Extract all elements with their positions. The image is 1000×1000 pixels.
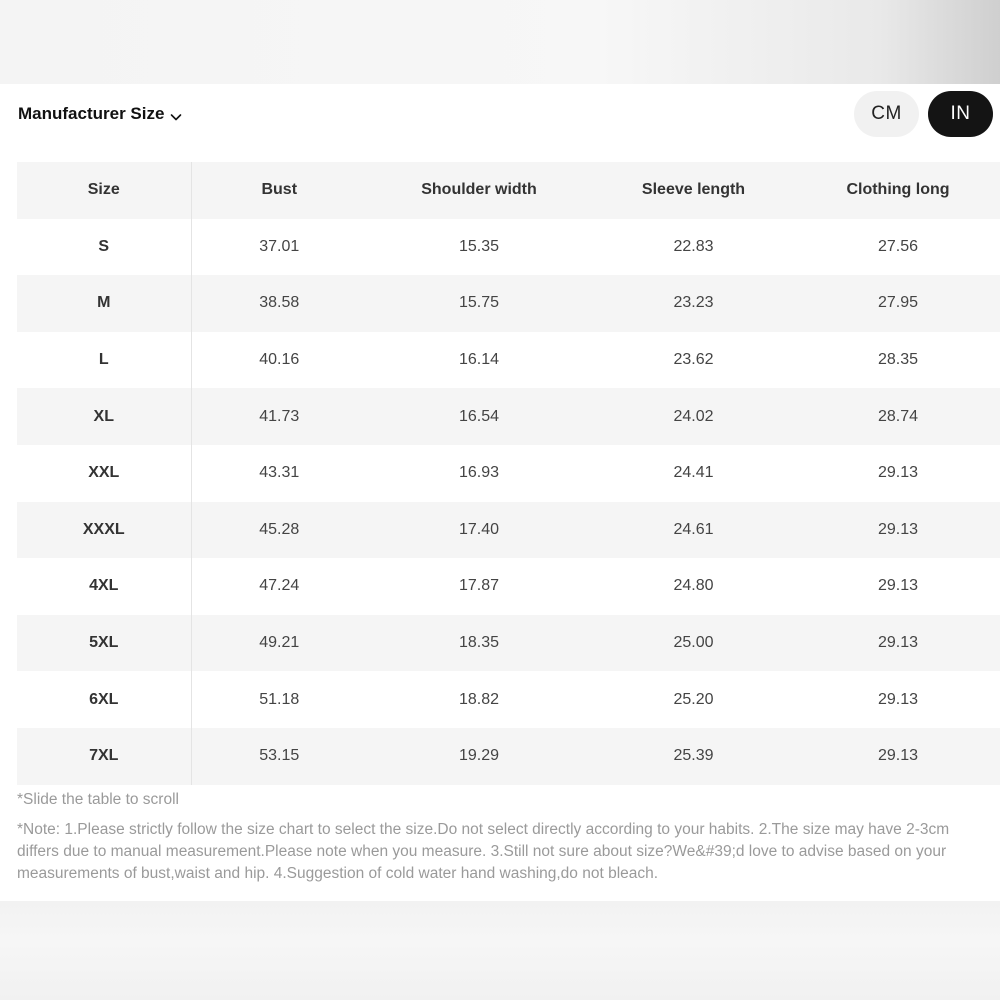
table-row	[17, 275, 1000, 332]
measurement-cell: 27.95	[796, 275, 1000, 332]
measurement-cell: 19.29	[367, 728, 591, 785]
size-label-cell: 6XL	[17, 671, 191, 728]
measurement-cell: 16.14	[367, 332, 591, 389]
measurement-cell: 29.13	[796, 671, 1000, 728]
measurement-cell: 23.62	[591, 332, 796, 389]
size-note: *Note: 1.Please strictly follow the size chart to select the size.Do not select directly according to your habits. 2.The size may have 2-3cm differs due to manual measurement.Please note when you measure. 3.Still not sure about size?We&#39;d love to advise based on your measurements of bust,waist and hip. 4.Suggestion of cold water hand washing,do not bleach.	[17, 821, 950, 882]
size-label-cell: M	[17, 275, 191, 332]
column-header: Bust	[191, 162, 367, 219]
measurement-cell: 29.13	[796, 615, 1000, 672]
size-label-cell: XL	[17, 388, 191, 445]
size-label-cell: S	[17, 219, 191, 276]
size-label-cell: XXL	[17, 445, 191, 502]
measurement-cell: 16.54	[367, 388, 591, 445]
measurement-cell: 27.56	[796, 219, 1000, 276]
measurement-cell: 24.41	[591, 445, 796, 502]
table-row	[17, 388, 1000, 445]
measurement-cell: 22.83	[591, 219, 796, 276]
measurement-cell: 41.73	[191, 388, 367, 445]
measurement-cell: 29.13	[796, 445, 1000, 502]
table-row	[17, 332, 1000, 389]
size-label-cell: 4XL	[17, 558, 191, 615]
measurement-cell: 15.35	[367, 219, 591, 276]
manufacturer-size-dropdown[interactable]	[18, 101, 182, 127]
measurement-cell: 18.82	[367, 671, 591, 728]
size-label-cell: L	[17, 332, 191, 389]
column-header: Clothing long	[796, 162, 1000, 219]
measurement-cell: 28.35	[796, 332, 1000, 389]
measurement-cell: 25.00	[591, 615, 796, 672]
unit-in-button[interactable]: IN	[928, 91, 993, 137]
measurement-cell: 17.87	[367, 558, 591, 615]
column-header: Sleeve length	[591, 162, 796, 219]
measurement-cell: 23.23	[591, 275, 796, 332]
measurement-cell: 45.28	[191, 502, 367, 559]
measurement-cell: 29.13	[796, 502, 1000, 559]
table-row	[17, 445, 1000, 502]
table-row	[17, 502, 1000, 559]
measurement-cell: 47.24	[191, 558, 367, 615]
table-row	[17, 615, 1000, 672]
column-header: Size	[17, 162, 191, 219]
table-header-row	[17, 162, 1000, 219]
measurement-cell: 18.35	[367, 615, 591, 672]
measurement-cell: 49.21	[191, 615, 367, 672]
measurement-cell: 29.13	[796, 728, 1000, 785]
measurement-cell: 37.01	[191, 219, 367, 276]
bottom-background	[0, 901, 1000, 1000]
manufacturer-size-label: Manufacturer Size	[18, 104, 165, 123]
measurement-cell: 15.75	[367, 275, 591, 332]
size-label-cell: 5XL	[17, 615, 191, 672]
table-row	[17, 219, 1000, 276]
measurement-cell: 29.13	[796, 558, 1000, 615]
chevron-down-icon	[170, 108, 182, 120]
measurement-cell: 25.20	[591, 671, 796, 728]
measurement-cell: 25.39	[591, 728, 796, 785]
measurement-cell: 16.93	[367, 445, 591, 502]
table-row	[17, 671, 1000, 728]
measurement-cell: 53.15	[191, 728, 367, 785]
measurement-cell: 38.58	[191, 275, 367, 332]
scroll-hint: *Slide the table to scroll	[17, 791, 179, 808]
size-label-cell: 7XL	[17, 728, 191, 785]
table-row	[17, 558, 1000, 615]
size-table[interactable]	[17, 162, 1000, 785]
measurement-cell: 28.74	[796, 388, 1000, 445]
column-header: Shoulder width	[367, 162, 591, 219]
measurement-cell: 40.16	[191, 332, 367, 389]
table-row	[17, 728, 1000, 785]
measurement-cell: 24.80	[591, 558, 796, 615]
measurement-cell: 43.31	[191, 445, 367, 502]
measurement-cell: 17.40	[367, 502, 591, 559]
measurement-cell: 51.18	[191, 671, 367, 728]
measurement-cell: 24.02	[591, 388, 796, 445]
top-background	[0, 0, 1000, 84]
measurement-cell: 24.61	[591, 502, 796, 559]
unit-cm-button[interactable]: CM	[854, 91, 919, 137]
size-label-cell: XXXL	[17, 502, 191, 559]
